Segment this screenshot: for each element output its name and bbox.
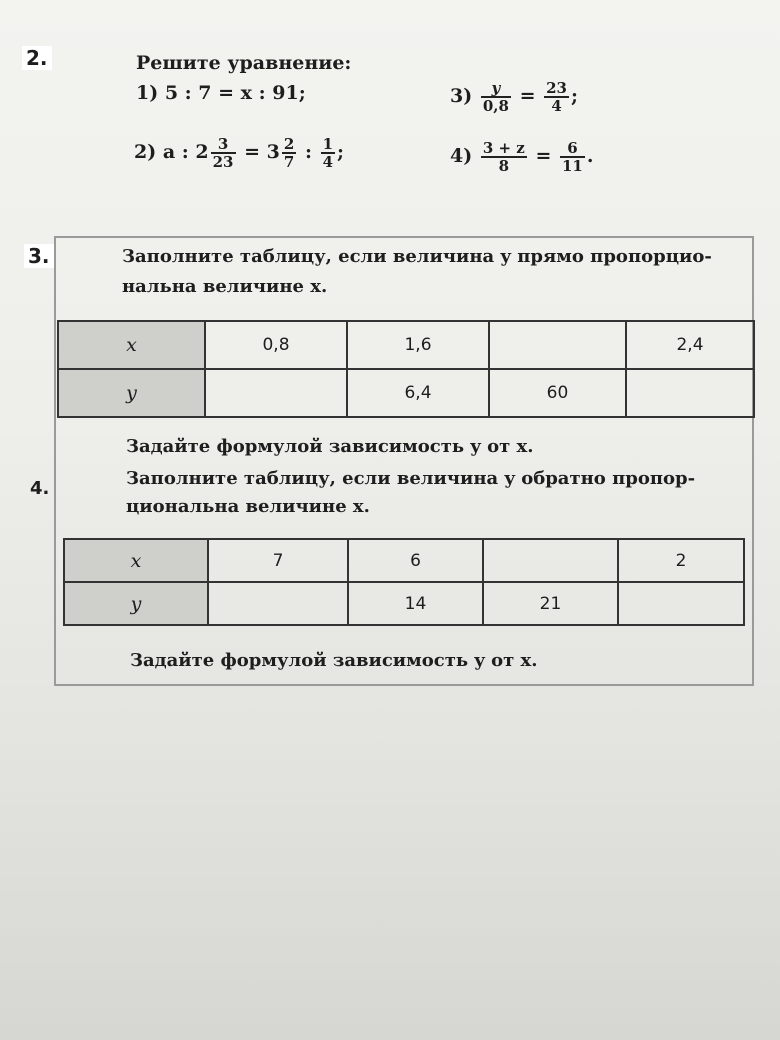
table-inverse-cell xyxy=(483,539,618,582)
table-direct-cell xyxy=(205,369,347,417)
equation-3-fraction-1: $\frac{y}{0,8}$ xyxy=(482,79,509,115)
table-direct xyxy=(57,320,755,418)
table-inverse-cell xyxy=(208,582,348,625)
equation-4-eq: = xyxy=(535,145,552,167)
table-inverse-cell: 6 xyxy=(348,539,483,582)
table-direct-row-y xyxy=(58,369,754,417)
equation-4 xyxy=(450,140,593,174)
equation-2-end: ; xyxy=(337,141,345,163)
table-inverse-cell: 2 xyxy=(618,539,744,582)
task-3-number: 3. xyxy=(24,244,54,268)
equation-2-colon: : xyxy=(304,141,312,163)
task-3-line-1: Заполните таблицу, если величина y прямо пропорцио- xyxy=(122,246,712,267)
table-inverse xyxy=(63,538,745,626)
equation-2-eq: = 3 xyxy=(244,141,280,163)
equation-2-fraction-3: $\frac{1}{4}$ xyxy=(322,135,334,171)
equation-1-text: 5 : 7 = x : 91; xyxy=(164,82,306,104)
table-direct-cell xyxy=(489,321,626,369)
equation-4-fraction-2: $\frac{6}{11}$ xyxy=(561,139,583,175)
table-direct-cell: 1,6 xyxy=(347,321,489,369)
task-2-number: 2. xyxy=(22,46,52,70)
task-4-footer: Задайте формулой зависимость y от x. xyxy=(130,650,538,671)
table-direct-cell: 2,4 xyxy=(626,321,754,369)
task-3-line-2: нальна величине x. xyxy=(122,276,328,297)
equation-2 xyxy=(134,136,344,170)
table-direct-header-x: x xyxy=(58,321,205,369)
table-direct-cell: 60 xyxy=(489,369,626,417)
equation-3-end: ; xyxy=(571,85,579,107)
table-inverse-row-x xyxy=(64,539,744,582)
equation-2-label: 2) xyxy=(134,141,157,163)
table-direct-cell: 0,8 xyxy=(205,321,347,369)
equation-1 xyxy=(136,82,306,104)
table-direct-cell xyxy=(626,369,754,417)
table-inverse-cell: 21 xyxy=(483,582,618,625)
equation-4-label: 4) xyxy=(450,145,473,167)
table-direct-row-x xyxy=(58,321,754,369)
task-2-title: Решите уравнение: xyxy=(136,52,352,74)
table-inverse-header-x: x xyxy=(64,539,208,582)
equation-3-eq: = xyxy=(519,85,536,107)
task-4-number: 4. xyxy=(30,478,50,499)
table-direct-header-y: y xyxy=(58,369,205,417)
table-inverse-header-y: y xyxy=(64,582,208,625)
equation-3-label: 3) xyxy=(450,85,473,107)
equation-3 xyxy=(450,80,578,114)
equation-2-fraction-2: $\frac{2}{7}$ xyxy=(283,135,295,171)
equation-4-fraction-1: $\frac{3 + z}{8}$ xyxy=(482,139,525,175)
table-inverse-cell xyxy=(618,582,744,625)
task-4-line-1: Заполните таблицу, если величина y обратно пропор- xyxy=(126,468,696,489)
table-inverse-cell: 14 xyxy=(348,582,483,625)
equation-1-label: 1) xyxy=(136,82,159,104)
equation-3-fraction-2: $\frac{23}{4}$ xyxy=(546,79,567,115)
equation-2-a: a : 2 xyxy=(162,141,209,163)
table-inverse-cell: 7 xyxy=(208,539,348,582)
table-inverse-row-y xyxy=(64,582,744,625)
task-4-line-2: циональна величине x. xyxy=(126,496,370,517)
task-3-footer: Задайте формулой зависимость y от x. xyxy=(126,436,534,457)
table-direct-cell: 6,4 xyxy=(347,369,489,417)
equation-2-fraction-1: $\frac{3}{23}$ xyxy=(212,135,234,171)
equation-4-end: . xyxy=(586,145,594,167)
